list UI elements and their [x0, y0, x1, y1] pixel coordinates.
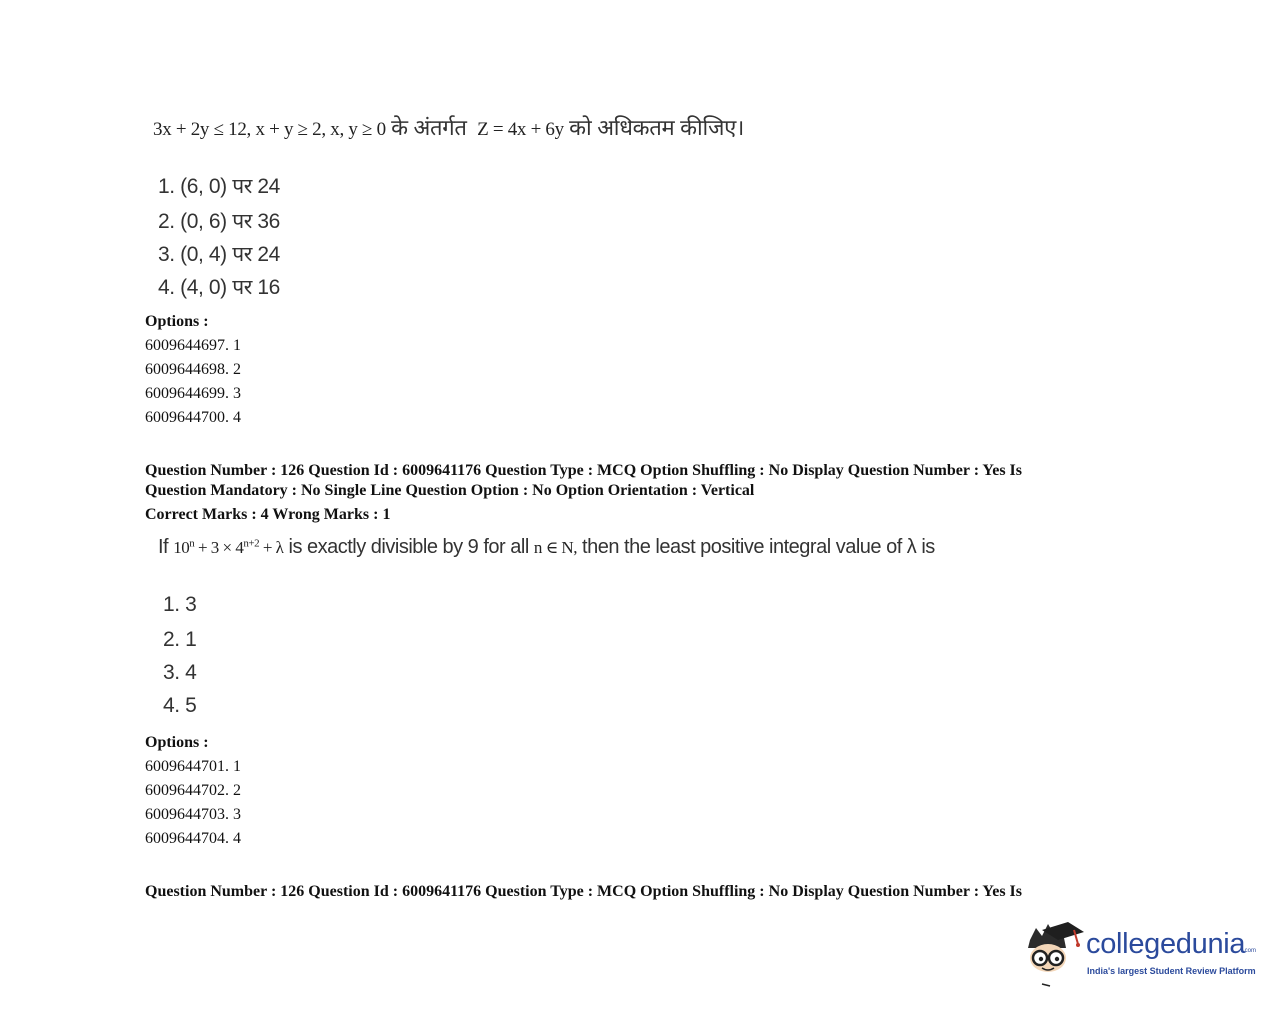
brand-domain: .com — [1243, 948, 1257, 954]
q2-stem-expression: $10^n + 3 \times 4^{n+2} + \lambda$ — [173, 537, 284, 557]
q2-image-option-3: 3. 4 — [163, 661, 197, 684]
q1-image-option-1: 1. (6, 0) पर 24 — [158, 175, 280, 198]
brand-tagline: India's largest Student Review Platform — [1087, 966, 1256, 976]
q2-option-2: 6009644702. 2 — [145, 782, 241, 799]
q2-image-option-2: 2. 1 — [163, 628, 197, 651]
q1-image-option-4: 4. (4, 0) पर 16 — [158, 276, 280, 299]
q2-stem-text-1: is exactly divisible by 9 for all — [288, 536, 529, 558]
q2-image-option-1: 1. 3 — [163, 593, 197, 616]
q2-option-4: 6009644704. 4 — [145, 830, 241, 847]
q2-stem-domain: n ∈ N, — [533, 538, 577, 557]
mascot-icon — [1022, 918, 1086, 990]
q1-stem-constraints: 3x + 2y ≤ 12, x + y ≥ 2, x, y ≥ 0 — [153, 119, 386, 140]
q1-stem-objective: Z = 4x + 6y — [477, 119, 564, 140]
q1-stem — [153, 112, 744, 142]
q2-meta-line-1: Question Number : 126 Question Id : 6009641176 Question Type : MCQ Option Shuffling : No Display Question Number : Yes Is — [145, 462, 1022, 479]
q2-meta-line-2: Question Mandatory : No Single Line Question Option : No Option Orientation : Vertical — [145, 482, 755, 499]
q2-options-label: Options : — [145, 734, 209, 751]
q1-options-label: Options : — [145, 313, 209, 330]
q1-option-1: 6009644697. 1 — [145, 337, 241, 354]
brand-name: collegedunia — [1086, 928, 1246, 960]
q2-stem — [158, 536, 935, 559]
q2-stem-text-2: then the least positive integral value of λ is — [582, 536, 935, 558]
q1-image-option-2: 2. (0, 6) पर 36 — [158, 210, 280, 233]
q1-stem-hindi-1: के अंतर्गत — [391, 115, 467, 140]
q2-stem-if: If — [158, 536, 169, 558]
q1-image-option-3: 3. (0, 4) पर 24 — [158, 243, 280, 266]
q1-option-3: 6009644699. 3 — [145, 385, 241, 402]
q2-option-1: 6009644701. 1 — [145, 758, 241, 775]
q2-marks: Correct Marks : 4 Wrong Marks : 1 — [145, 506, 391, 523]
q3-meta-line-1: Question Number : 126 Question Id : 6009641176 Question Type : MCQ Option Shuffling : No Display Question Number : Yes Is — [145, 883, 1022, 900]
q1-option-2: 6009644698. 2 — [145, 361, 241, 378]
q2-image-option-4: 4. 5 — [163, 694, 197, 717]
q1-stem-hindi-2: को अधिकतम कीजिए। — [569, 115, 745, 140]
q2-option-3: 6009644703. 3 — [145, 806, 241, 823]
q1-option-4: 6009644700. 4 — [145, 409, 241, 426]
